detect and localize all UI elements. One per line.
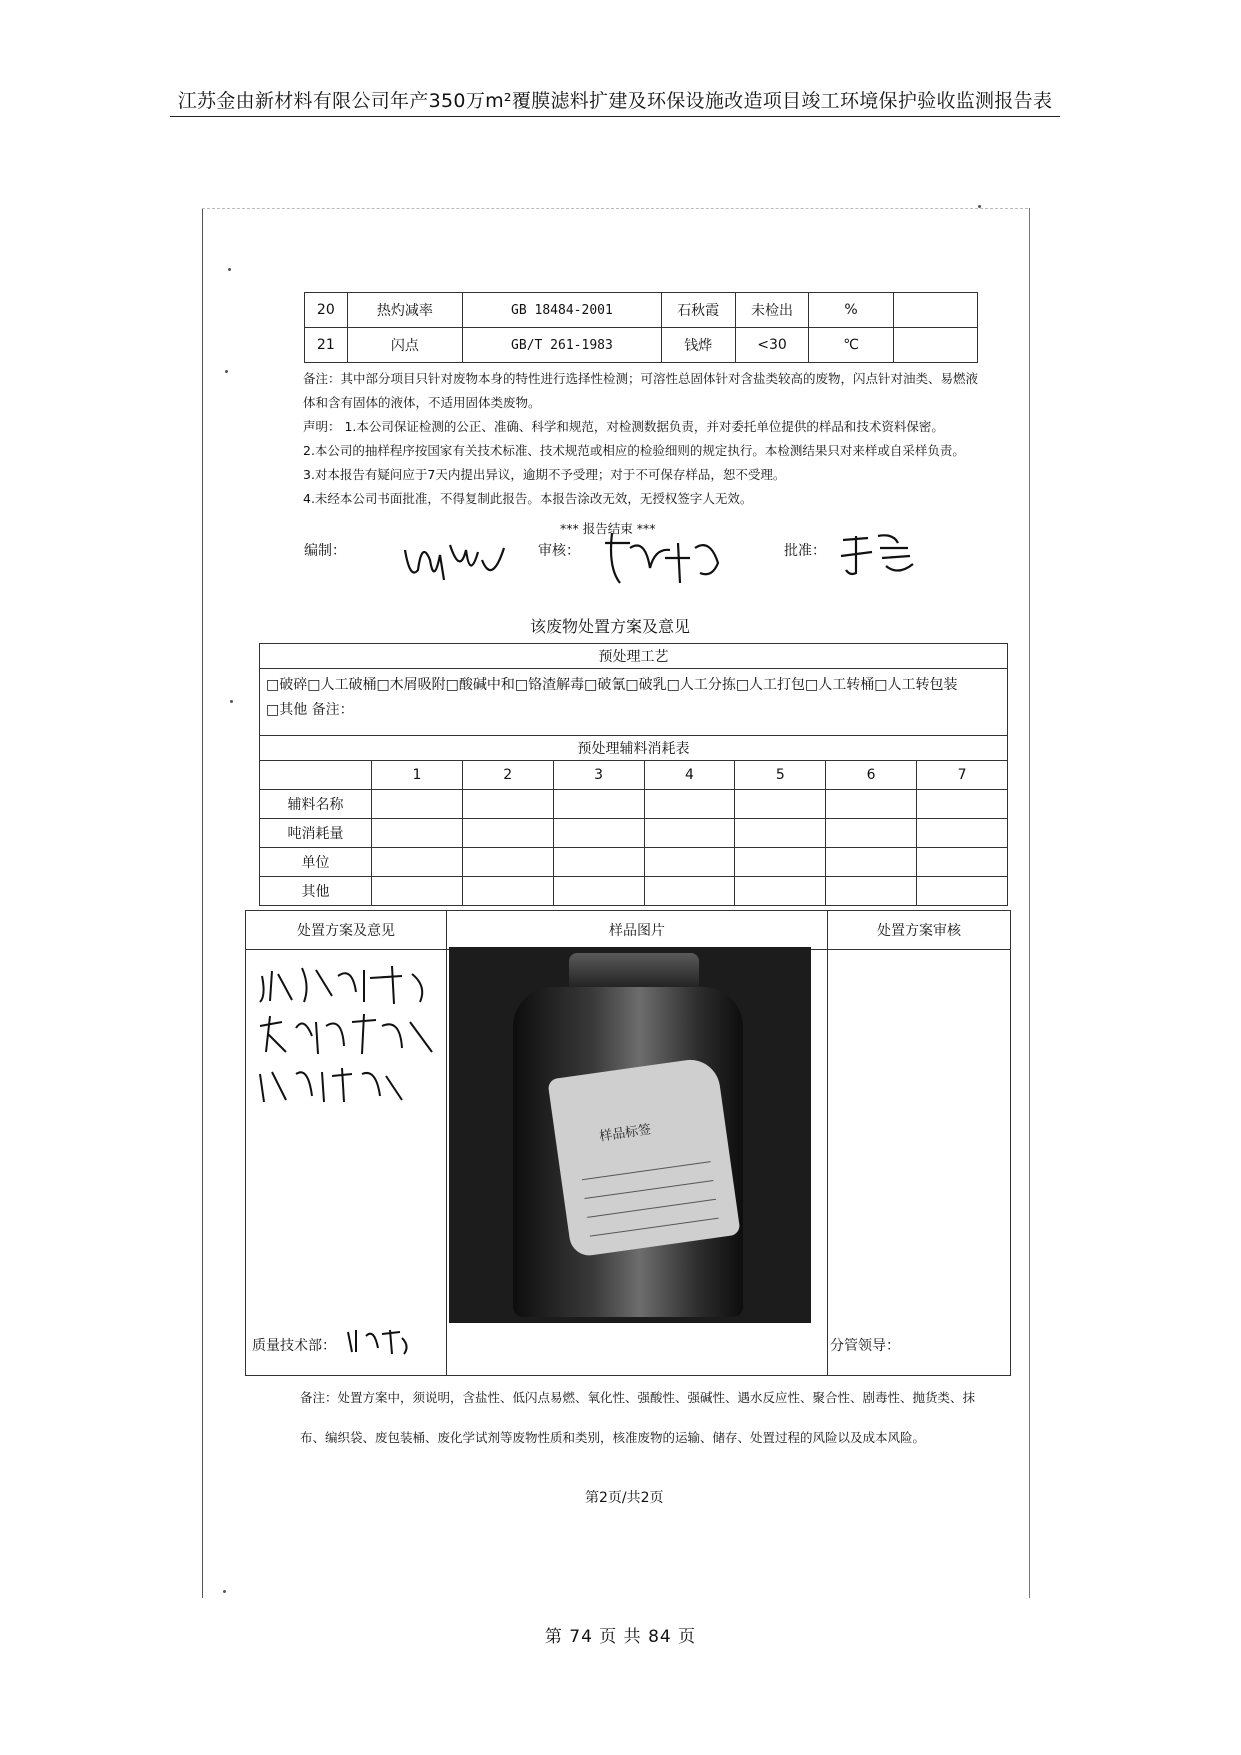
data-cell [917, 819, 1008, 848]
plan-review-cell [828, 950, 1011, 1376]
sample-label-title: 样品标签 [598, 1122, 653, 1145]
row-label: 辅料名称 [260, 790, 372, 819]
data-cell [826, 790, 917, 819]
data-cell [553, 819, 644, 848]
column-header: 5 [735, 761, 826, 790]
data-cell [735, 790, 826, 819]
data-cell [735, 848, 826, 877]
data-cell [462, 790, 553, 819]
note-line: 布、编织袋、废包装桶、废化学试剂等废物性质和类别，核准废物的运输、储存、处置过程的风险以及成本风险。 [300, 1430, 926, 1445]
test-item: 闪点 [347, 328, 462, 363]
data-cell [553, 790, 644, 819]
scan-speck [978, 205, 981, 208]
data-cell [462, 877, 553, 906]
qa-signature [344, 1326, 414, 1356]
row-label: 吨消耗量 [260, 819, 372, 848]
data-cell [462, 819, 553, 848]
blank-header [260, 761, 372, 790]
disposal-opinion-header: 处置方案及意见 [246, 911, 447, 950]
test-value: 未检出 [735, 293, 809, 328]
pretreatment-title: 预处理工艺 [260, 644, 1008, 669]
data-cell [735, 819, 826, 848]
scanned-page-top-edge [202, 208, 1028, 209]
note-line: 体和含有固体的液体，不适用固体类废物。 [303, 395, 541, 410]
column-header: 4 [644, 761, 735, 790]
scan-speck [228, 268, 231, 271]
compiled-label: 编制： [304, 543, 346, 559]
note-line: 备注：其中部分项目只针对废物本身的特性进行选择性检测；可溶性总固体针对含盐类较高的废物，闪点针对油类、易燃液 [303, 371, 979, 386]
table-row [260, 877, 1008, 906]
note-line: 3.对本报告有疑问应于7天内提出异议，逾期不予受理；对于不可保存样品，恕不受理。 [303, 467, 786, 482]
data-cell [644, 819, 735, 848]
column-header: 2 [462, 761, 553, 790]
analyst: 钱烨 [661, 328, 735, 363]
compiled-signature [400, 530, 510, 590]
note-line: 4.未经本公司书面批准，不得复制此报告。本报告涂改无效，无授权签字人无效。 [303, 491, 753, 506]
test-results-table [304, 292, 978, 363]
extra-cell [893, 328, 977, 363]
test-method: GB 18484-2001 [463, 293, 662, 328]
disposal-notes [300, 1378, 1030, 1458]
column-header: 3 [553, 761, 644, 790]
table-row [305, 328, 978, 363]
approved-label: 批准： [784, 543, 826, 559]
sample-photo [449, 947, 811, 1323]
column-header: 1 [372, 761, 463, 790]
row-number: 21 [305, 328, 348, 363]
column-header: 6 [826, 761, 917, 790]
data-cell [372, 877, 463, 906]
table-row [260, 848, 1008, 877]
qa-department-label: 质量技术部： [252, 1338, 336, 1354]
test-unit: ℃ [809, 328, 893, 363]
test-item: 热灼减率 [347, 293, 462, 328]
report-notes [303, 367, 993, 511]
sample-photo-header: 样品图片 [447, 911, 828, 950]
data-cell [826, 848, 917, 877]
row-label: 单位 [260, 848, 372, 877]
table-row [260, 819, 1008, 848]
data-cell [917, 790, 1008, 819]
data-cell [372, 848, 463, 877]
data-cell [372, 819, 463, 848]
table-row [260, 790, 1008, 819]
test-unit: % [809, 293, 893, 328]
scan-speck [230, 700, 233, 703]
header-rule [170, 116, 1060, 117]
document-header: 江苏金由新材料有限公司年产350万m²覆膜滤料扩建及环保设施改造项目竣工环境保护验收监测报告表 [177, 90, 1053, 112]
reviewed-label: 审核： [538, 543, 580, 559]
handwritten-opinion [252, 956, 442, 1110]
pretreatment-options-line: □破碎□人工破桶□木屑吸附□酸碱中和□铬渣解毒□破氰□破乳□人工分拣□人工打包□人工转桶□人工转包装 [266, 677, 958, 693]
table-row [260, 761, 1008, 790]
pretreatment-options-line: □其他 备注： [266, 702, 354, 718]
data-cell [372, 790, 463, 819]
test-method: GB/T 261-1983 [463, 328, 662, 363]
column-header: 7 [917, 761, 1008, 790]
data-cell [917, 848, 1008, 877]
note-line: 声明： 1.本公司保证检测的公正、准确、科学和规范，对检测数据负责，并对委托单位提供的样品和技术资料保密。 [303, 419, 944, 434]
data-cell [462, 848, 553, 877]
note-line: 2.本公司的抽样程序按国家有关技术标准、技术规范或相应的检验细则的规定执行。本检测结果只对来样或自采样负责。 [303, 443, 965, 458]
leader-label: 分管领导： [830, 1338, 900, 1354]
page-footer: 第 74 页 共 84 页 [544, 1627, 697, 1647]
data-cell [826, 877, 917, 906]
data-cell [644, 877, 735, 906]
approved-signature [838, 528, 918, 578]
table-row [305, 293, 978, 328]
note-line: 备注：处置方案中，须说明，含盐性、低闪点易燃、氧化性、强酸性、强碱性、遇水反应性、聚合性、剧毒性、抛货类、抹 [300, 1390, 976, 1405]
row-number: 20 [305, 293, 348, 328]
consumption-title: 预处理辅料消耗表 [260, 736, 1008, 761]
data-cell [553, 877, 644, 906]
pretreatment-table [259, 643, 1008, 906]
plan-title: 该废物处置方案及意见 [530, 617, 691, 636]
report-end-mark: *** 报告结束 *** [560, 521, 656, 536]
extra-cell [893, 293, 977, 328]
data-cell [644, 790, 735, 819]
test-value: <30 [735, 328, 809, 363]
data-cell [553, 848, 644, 877]
data-cell [735, 877, 826, 906]
inner-page-number: 第2页/共2页 [585, 1490, 664, 1506]
plan-review-header: 处置方案审核 [828, 911, 1011, 950]
data-cell [826, 819, 917, 848]
data-cell [644, 848, 735, 877]
row-label: 其他 [260, 877, 372, 906]
pretreatment-options [260, 669, 1008, 736]
data-cell [917, 877, 1008, 906]
scan-speck [223, 1590, 226, 1593]
reviewed-signature [600, 528, 730, 588]
analyst: 石秋霞 [661, 293, 735, 328]
scan-speck [225, 370, 228, 373]
